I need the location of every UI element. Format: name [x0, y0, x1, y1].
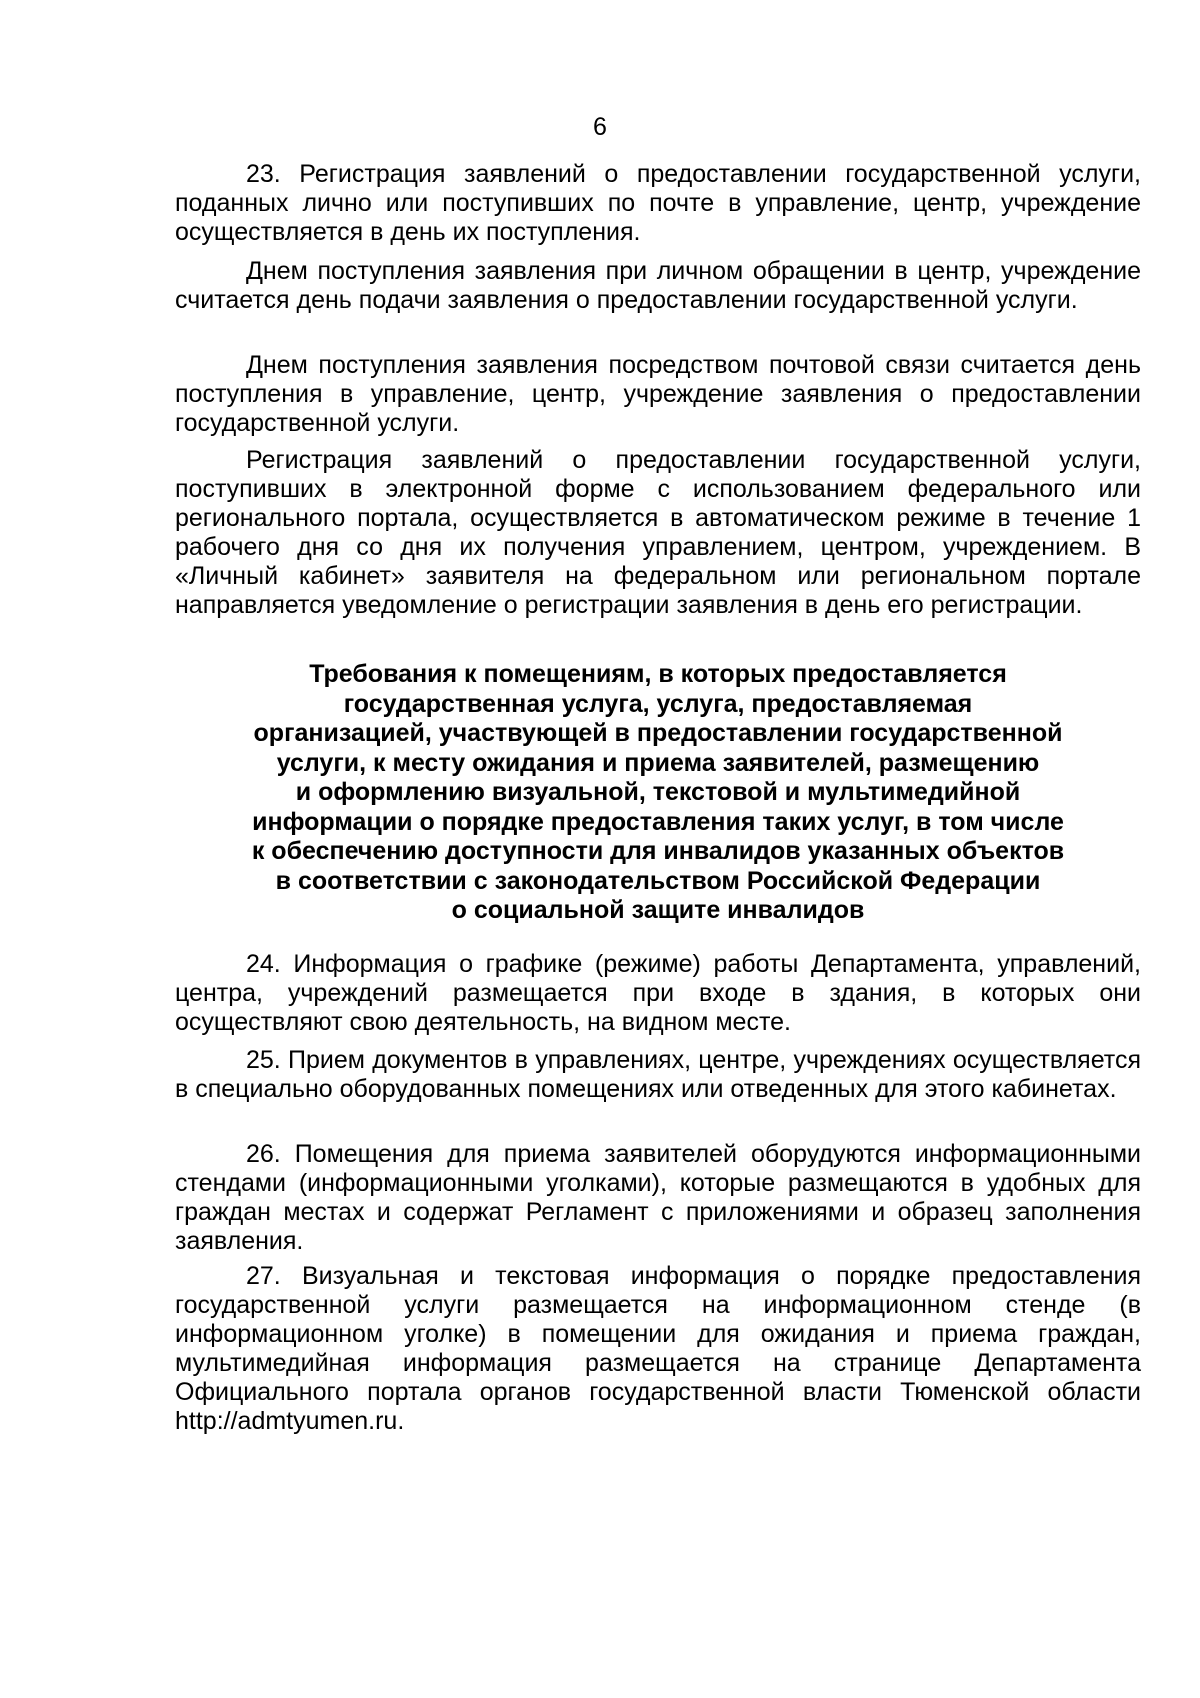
paragraph-23: 23. Регистрация заявлений о предоставлении государственной услуги, поданных лично или поступивших по почте в управление, центр, учреждение осуществляется в день их поступления. — [175, 160, 1141, 246]
paragraph-submission-by-post: Днем поступления заявления посредством почтовой связи считается день поступления в управление, центр, учреждение заявления о предоставлении государственной услуги. — [175, 351, 1141, 437]
section-heading-line: информации о порядке предоставления таких услуг, в том числе — [252, 807, 1064, 836]
paragraph-24: 24. Информация о графике (режиме) работы Департамента, управлений, центра, учреждений размещается при входе в здания, в которых они осуществляют свою деятельность, на видном месте. — [175, 950, 1141, 1036]
paragraph-electronic-registration: Регистрация заявлений о предоставлении государственной услуги, поступивших в электронной форме с использованием федерального или регионального портала, осуществляется в автоматическом режиме в течение 1 рабочего дня со дня их получения управлением, центром, учреждением. В «Личный кабинет» заявителя на федеральном или региональном портале направляется уведомление о регистрации заявления в день его регистрации. — [175, 446, 1141, 619]
page-number: 6 — [593, 113, 607, 141]
paragraph-26: 26. Помещения для приема заявителей оборудуются информационными стендами (информационными уголками), которые размещаются в удобных для граждан местах и содержат Регламент с приложениями и образец заполнения заявления. — [175, 1140, 1141, 1255]
paragraph-27: 27. Визуальная и текстовая информация о порядке предоставления государственной услуги размещается на информационном стенде (в информационном уголке) в помещении для ожидания и приема граждан, мультимедийная информация размещается на странице Департамента Официального портала органов государственной власти Тюменской области http://admtyumen.ru. — [175, 1262, 1141, 1435]
section-heading-line: Требования к помещениям, в которых предоставляется — [309, 660, 1007, 688]
section-heading-line: государственная услуга, услуга, предоставляемая — [343, 689, 973, 718]
section-heading-line: к обеспечению доступности для инвалидов указанных объектов — [251, 837, 1065, 865]
paragraph-25: 25. Прием документов в управлениях, центре, учреждениях осуществляется в специально оборудованных помещениях или отведенных для этого кабинетах. — [175, 1046, 1141, 1103]
paragraph-submission-in-person: Днем поступления заявления при личном обращении в центр, учреждение считается день подачи заявления о предоставлении государственной услуги. — [175, 257, 1141, 314]
section-heading-line: услуги, к месту ожидания и приема заявителей, размещению — [276, 748, 1040, 777]
section-heading — [175, 660, 1141, 926]
section-heading-line: в соответствии с законодательством Российской Федерации — [275, 866, 1041, 895]
section-heading-line: о социальной защите инвалидов — [451, 896, 865, 924]
section-heading-line: организацией, участвующей в предоставлении государственной — [253, 719, 1063, 747]
section-heading-line: и оформлению визуальной, текстовой и мультимедийной — [295, 778, 1021, 806]
